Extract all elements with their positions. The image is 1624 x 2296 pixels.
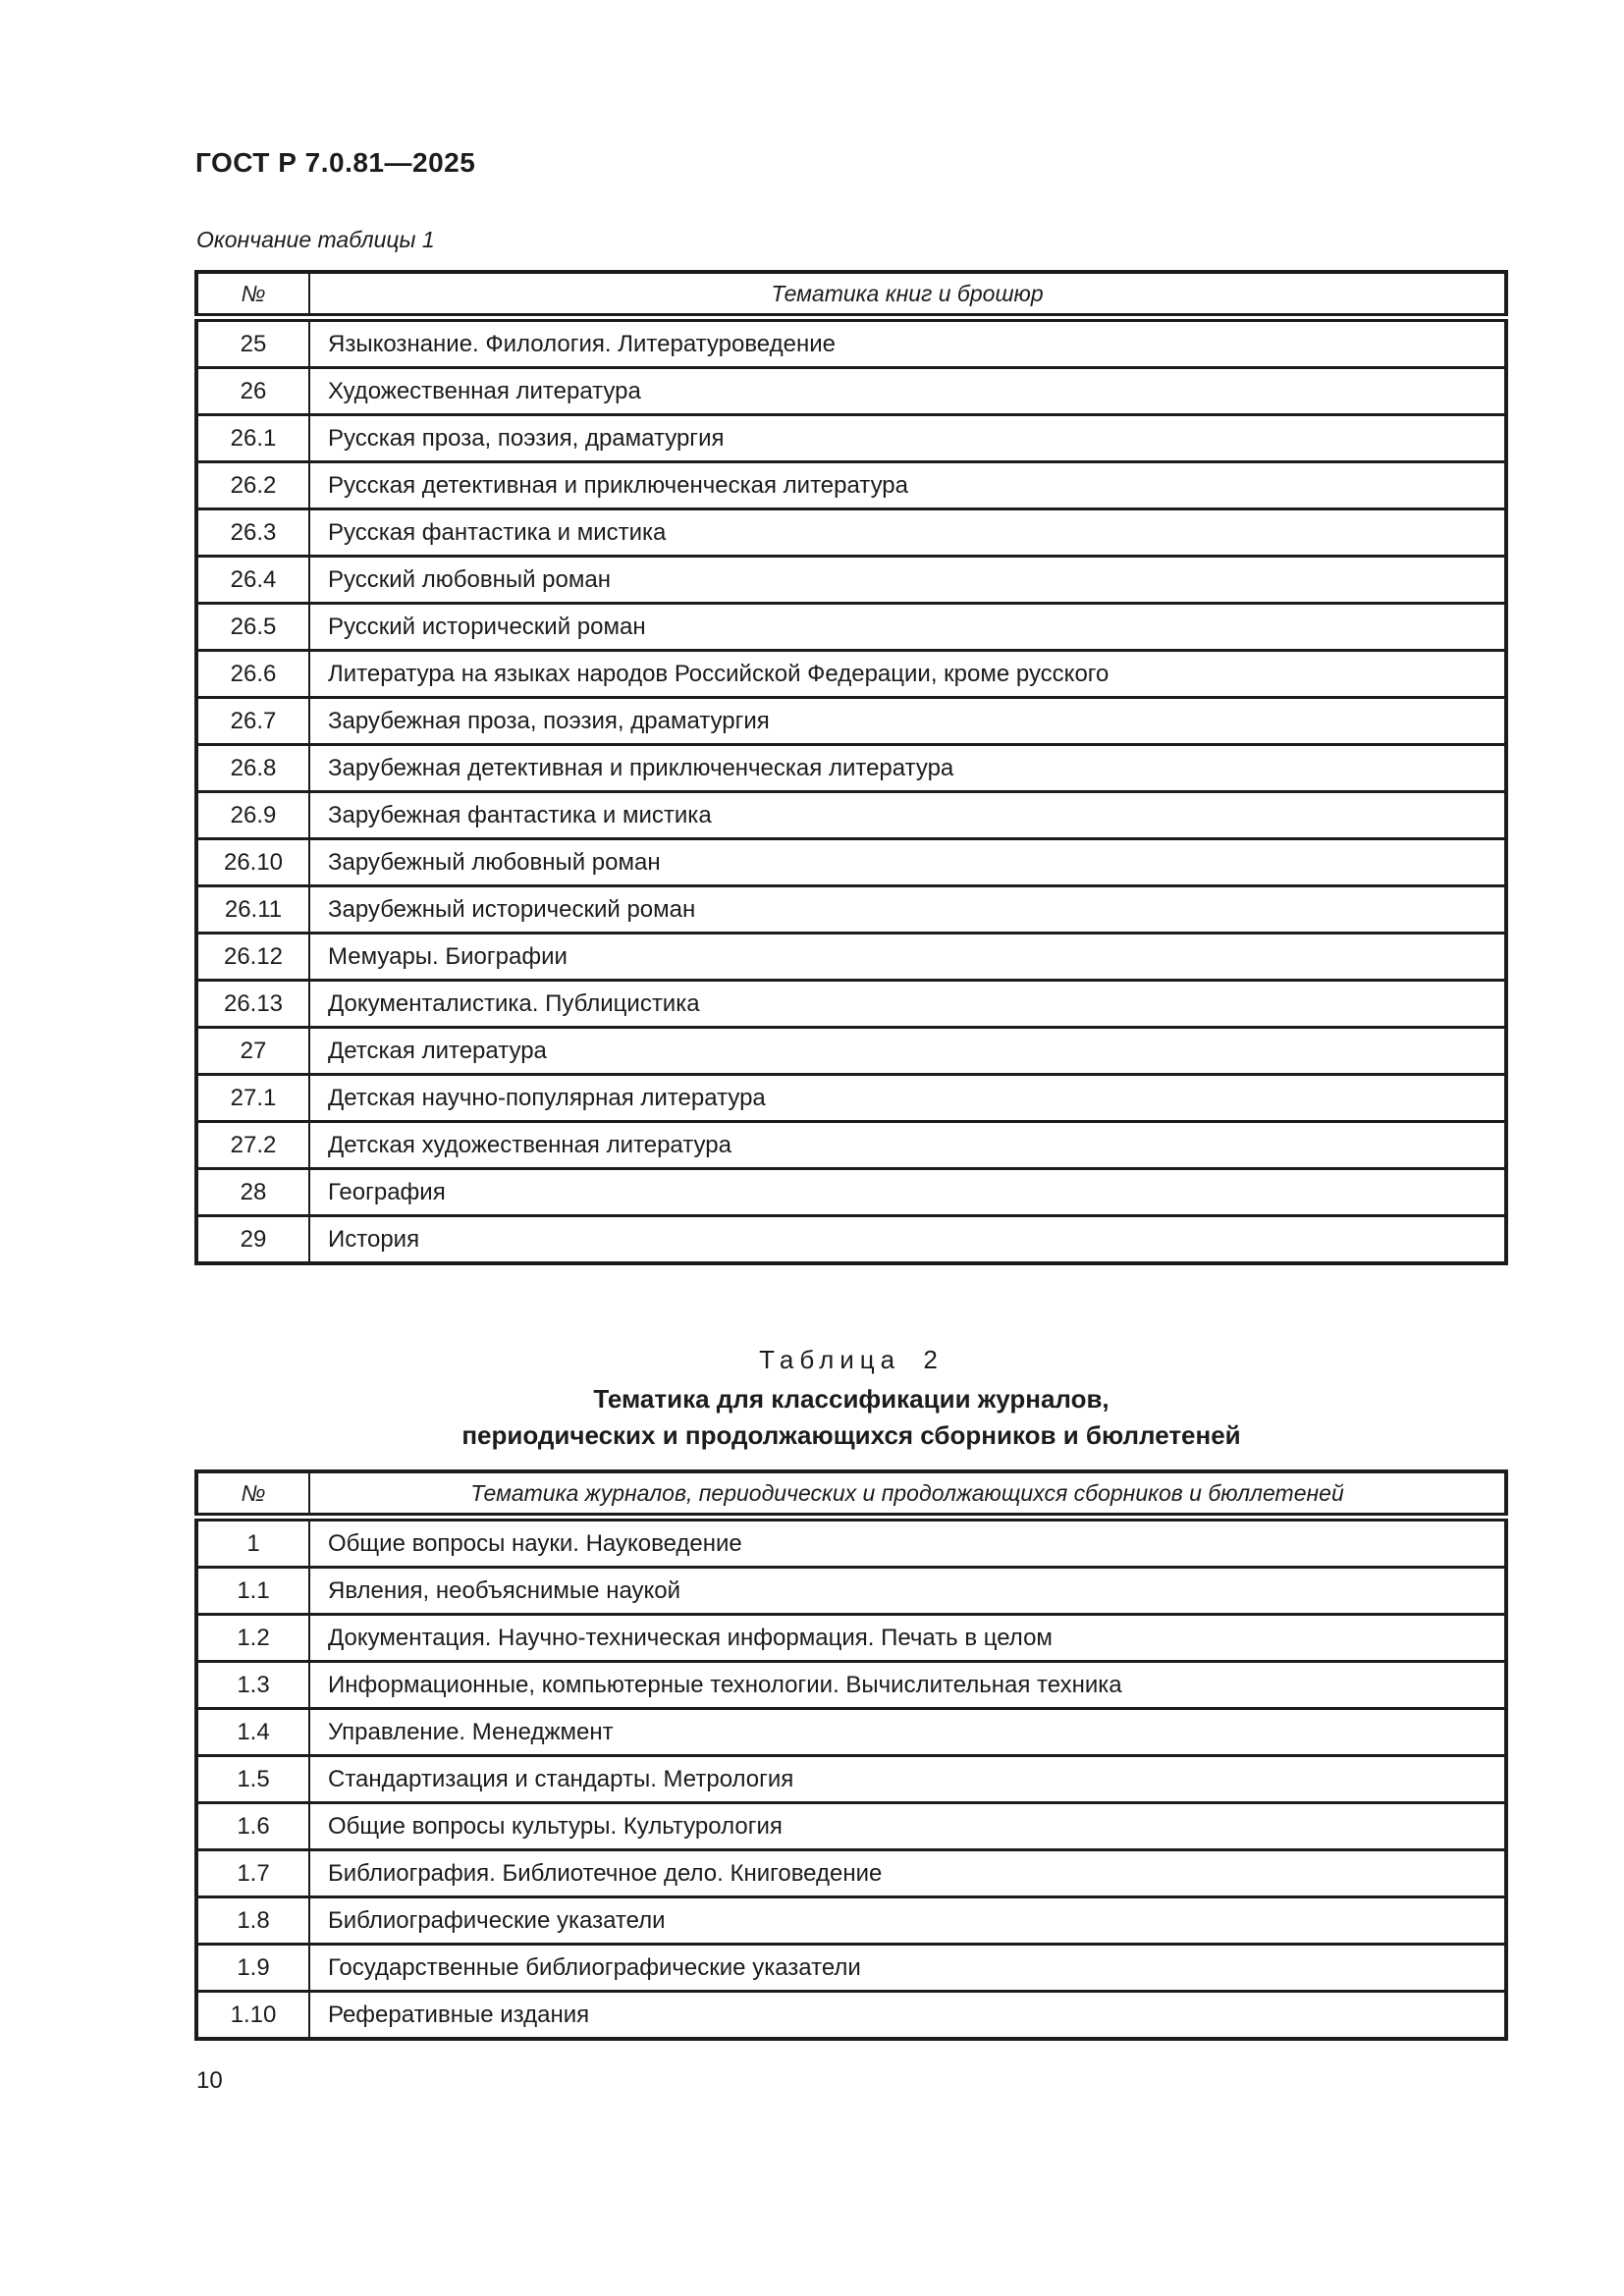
table2-title-line1: Тематика для классификации журналов, — [593, 1384, 1110, 1414]
row-topic-cell: Государственные библиографические указатели — [309, 1945, 1506, 1992]
row-topic-cell: Зарубежный любовный роман — [309, 839, 1506, 886]
row-topic-cell: Реферативные издания — [309, 1992, 1506, 2040]
column-header-number: № — [196, 272, 309, 318]
row-topic-cell: Русский исторический роман — [309, 604, 1506, 651]
row-topic-cell: Документалистика. Публицистика — [309, 981, 1506, 1028]
table-row — [196, 934, 1506, 981]
table-row — [196, 415, 1506, 462]
row-topic-cell: Детская художественная литература — [309, 1122, 1506, 1169]
column-header-topic: Тематика книг и брошюр — [309, 272, 1506, 318]
row-topic-cell: Литература на языках народов Российской Федерации, кроме русского — [309, 651, 1506, 698]
row-number-cell: 1.3 — [196, 1662, 309, 1709]
table-row — [196, 839, 1506, 886]
row-number-cell: 27.1 — [196, 1075, 309, 1122]
table-row — [196, 604, 1506, 651]
row-topic-cell: География — [309, 1169, 1506, 1216]
row-topic-cell: Зарубежный исторический роман — [309, 886, 1506, 934]
table-row — [196, 557, 1506, 604]
table-row — [196, 1709, 1506, 1756]
table-row — [196, 1216, 1506, 1264]
row-topic-cell: Языкознание. Филология. Литературоведение — [309, 318, 1506, 368]
table2-title — [194, 1381, 1508, 1454]
row-topic-cell: Документация. Научно-техническая информация. Печать в целом — [309, 1615, 1506, 1662]
row-number-cell: 27.2 — [196, 1122, 309, 1169]
row-topic-cell: Детская литература — [309, 1028, 1506, 1075]
journals-topics-table — [194, 1469, 1508, 2041]
row-number-cell: 29 — [196, 1216, 309, 1264]
table-row — [196, 1518, 1506, 1568]
row-number-cell: 28 — [196, 1169, 309, 1216]
row-number-cell: 1.6 — [196, 1803, 309, 1850]
table-row — [196, 1850, 1506, 1897]
column-header-topic: Тематика журналов, периодических и продолжающихся сборников и бюллетеней — [309, 1471, 1506, 1518]
row-topic-cell: Художественная литература — [309, 368, 1506, 415]
table-row — [196, 1028, 1506, 1075]
column-header-number: № — [196, 1471, 309, 1518]
table-row — [196, 462, 1506, 509]
row-topic-cell: Русская детективная и приключенческая литература — [309, 462, 1506, 509]
table2-title-line2: периодических и продолжающихся сборников и бюллетеней — [461, 1420, 1241, 1450]
row-number-cell: 1.10 — [196, 1992, 309, 2040]
row-topic-cell: Библиографические указатели — [309, 1897, 1506, 1945]
row-topic-cell: Русская фантастика и мистика — [309, 509, 1506, 557]
row-topic-cell: Русская проза, поэзия, драматургия — [309, 415, 1506, 462]
row-number-cell: 27 — [196, 1028, 309, 1075]
row-number-cell: 26.10 — [196, 839, 309, 886]
table-row — [196, 1945, 1506, 1992]
table-row — [196, 1568, 1506, 1615]
row-number-cell: 25 — [196, 318, 309, 368]
row-topic-cell: Явления, необъяснимые наукой — [309, 1568, 1506, 1615]
row-number-cell: 26.11 — [196, 886, 309, 934]
table-row — [196, 1615, 1506, 1662]
standard-code-header: ГОСТ Р 7.0.81—2025 — [195, 147, 476, 178]
row-topic-cell: Общие вопросы культуры. Культурология — [309, 1803, 1506, 1850]
row-topic-cell: Общие вопросы науки. Науковедение — [309, 1518, 1506, 1568]
row-number-cell: 26.3 — [196, 509, 309, 557]
table-row — [196, 1897, 1506, 1945]
table-header-row — [196, 272, 1506, 318]
row-topic-cell: Зарубежная проза, поэзия, драматургия — [309, 698, 1506, 745]
row-topic-cell: Информационные, компьютерные технологии. Вычислительная техника — [309, 1662, 1506, 1709]
row-number-cell: 26.1 — [196, 415, 309, 462]
row-number-cell: 26 — [196, 368, 309, 415]
row-number-cell: 1.9 — [196, 1945, 309, 1992]
row-number-cell: 1.4 — [196, 1709, 309, 1756]
table-header-row — [196, 1471, 1506, 1518]
row-number-cell: 1.5 — [196, 1756, 309, 1803]
row-topic-cell: Управление. Менеджмент — [309, 1709, 1506, 1756]
table-row — [196, 1169, 1506, 1216]
table-row — [196, 1992, 1506, 2040]
table-row — [196, 698, 1506, 745]
row-number-cell: 1.1 — [196, 1568, 309, 1615]
table-row — [196, 745, 1506, 792]
row-number-cell: 26.5 — [196, 604, 309, 651]
row-number-cell: 26.7 — [196, 698, 309, 745]
row-topic-cell: Зарубежная детективная и приключенческая литература — [309, 745, 1506, 792]
row-number-cell: 1 — [196, 1518, 309, 1568]
row-number-cell: 26.4 — [196, 557, 309, 604]
row-topic-cell: Зарубежная фантастика и мистика — [309, 792, 1506, 839]
table-row — [196, 1662, 1506, 1709]
table-row — [196, 886, 1506, 934]
table2-label: Таблица 2 — [759, 1345, 944, 1374]
table-row — [196, 792, 1506, 839]
row-topic-cell: Стандартизация и стандарты. Метрология — [309, 1756, 1506, 1803]
table1-continuation-caption: Окончание таблицы 1 — [196, 227, 435, 252]
row-topic-cell: Библиография. Библиотечное дело. Книговедение — [309, 1850, 1506, 1897]
row-number-cell: 1.8 — [196, 1897, 309, 1945]
row-topic-cell: Детская научно-популярная литература — [309, 1075, 1506, 1122]
row-topic-cell: История — [309, 1216, 1506, 1264]
table-row — [196, 1122, 1506, 1169]
row-number-cell: 26.6 — [196, 651, 309, 698]
row-number-cell: 26.2 — [196, 462, 309, 509]
row-number-cell: 26.13 — [196, 981, 309, 1028]
row-number-cell: 1.7 — [196, 1850, 309, 1897]
table-row — [196, 1075, 1506, 1122]
table-row — [196, 651, 1506, 698]
table-row — [196, 318, 1506, 368]
table-row — [196, 368, 1506, 415]
row-number-cell: 26.9 — [196, 792, 309, 839]
table-row — [196, 509, 1506, 557]
row-topic-cell: Русский любовный роман — [309, 557, 1506, 604]
row-number-cell: 26.12 — [196, 934, 309, 981]
table-row — [196, 1756, 1506, 1803]
row-number-cell: 26.8 — [196, 745, 309, 792]
row-topic-cell: Мемуары. Биографии — [309, 934, 1506, 981]
table-row — [196, 1803, 1506, 1850]
table-row — [196, 981, 1506, 1028]
books-topics-table — [194, 270, 1508, 1265]
row-number-cell: 1.2 — [196, 1615, 309, 1662]
page-number: 10 — [196, 2067, 223, 2094]
